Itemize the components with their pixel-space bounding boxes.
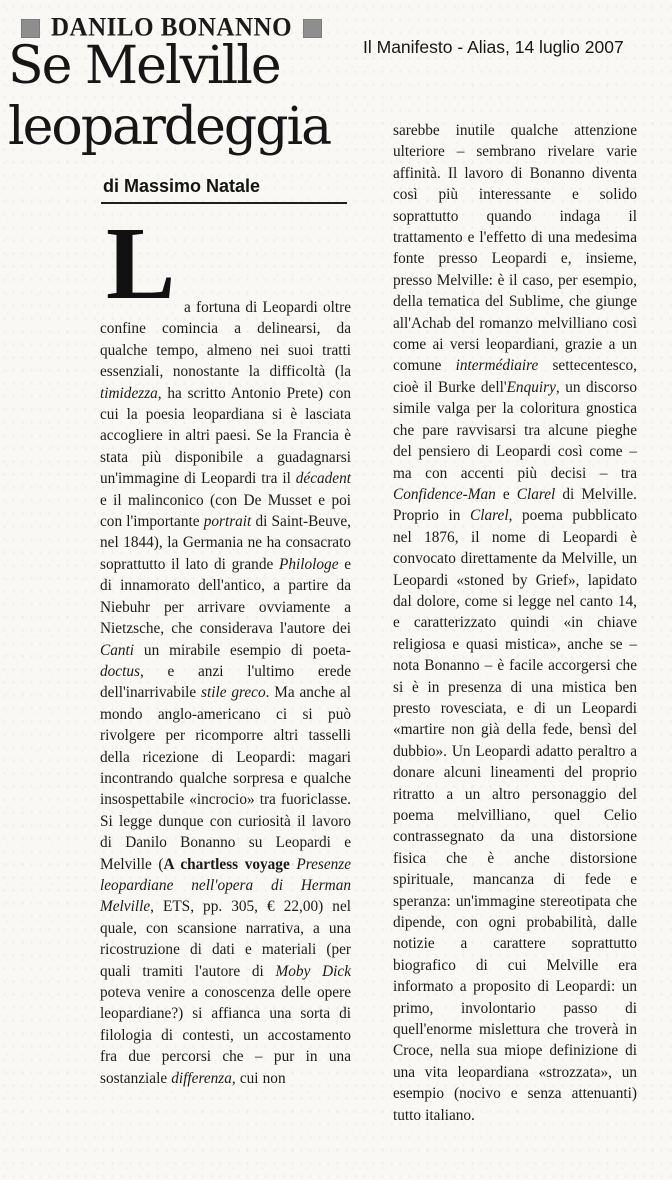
text-run: di Melville. Proprio in [393, 485, 637, 525]
text-run: A chartless voyage [163, 855, 290, 873]
text-run: poteva venire a conoscenza delle opere leopardiane?) si affianca una sorta di filologia di contesti, un accostamento fra due percorsi che – pur in una sostanziale [100, 984, 351, 1087]
text-run: stile greco [201, 684, 266, 702]
text-run: di Saint-Beuve, nel 1844), la Germania ne ha consacrato soprattutto il lato di grande [100, 513, 351, 573]
article-title-line2: leopardeggia [8, 97, 331, 157]
text-run: a fortuna di Leopardi oltre confine comincia a delinearsi, da qualche tempo, almeno nei suoi tratti essenziali, nonostante la difficoltà (la [100, 299, 351, 381]
text-run: differenza [171, 1069, 232, 1087]
text-run: intermédiaire [455, 357, 539, 375]
text-run: , cui non [231, 1069, 286, 1087]
text-run: e il malinconico (con De Musset e poi con l'importante [100, 491, 351, 531]
article-title [8, 36, 330, 158]
text-run: Clarel [470, 507, 509, 525]
kicker-square-icon [303, 19, 322, 38]
text-run: Confidence-Man [393, 485, 496, 503]
text-run: timidezza [100, 384, 158, 402]
text-run: Presenze leopardiane nell'opera di Herman Melville [100, 855, 351, 916]
article-title-line1: Se Melville [8, 36, 280, 96]
text-run: . Ma anche al mondo anglo-americano ci si può rivolgere per ricomporre altri tasselli della ricezione di Leopardi: magari incontrando qualche sorpresa e qualche insospettabile «incrocio» tra fuoriclasse. Si legge dunque con curiosità il lavoro di Danilo Bonanno su Leopardi e Melville ( [100, 684, 352, 873]
text-run: sarebbe inutile qualche attenzione ulteriore – sembrano rivelare varie affinità. Il lavoro di Bonanno diventa così più interessante e solido soprattutto quando indaga il trattamento e l'effetto di una medesima fonte presso Leopardi e, insieme, presso Melville: è il caso, per esempio, della tematica del Sublime, che giunge all'Achab del romanzo melvilliano così come ai versi leopardiani, grazie a un comune [393, 122, 637, 375]
kicker-square-icon [21, 19, 40, 38]
kicker: DANILO BONANNO [51, 13, 293, 42]
text-run: Canti [100, 641, 134, 659]
text-run: e di innamorato dell'antico, a partire da Niebuhr per arrivare ovviamente a Nietzsche, che considerava l'autore dei [100, 555, 351, 638]
text-run: , un discorso simile valga per la coloritura gnostica che pare ravvisarsi tra alcune pieghe del pensiero di Leopardi così come – ma con accenti più decisi – tra [393, 378, 637, 482]
article-column-right [393, 120, 637, 1176]
text-run: settecentesco, cioè il Burke dell' [393, 357, 637, 396]
text-run: doctus [100, 662, 140, 680]
text-run: Clarel [516, 485, 556, 503]
text-run: Enquiry [506, 378, 556, 396]
text-run: , ha scritto Antonio Prete) con cui la poesia leopardiana si è lasciata accogliere in altri paesi. Se la Francia è stata più disponibile a guadagnarsi un'immagine di Leopardi tra il [100, 384, 351, 488]
text-run: Philologe [279, 555, 339, 573]
byline-divider [101, 202, 347, 204]
drop-cap: L [106, 206, 176, 321]
text-run: , ETS, pp. 305, € 22,00) nel quale, con scansione narrativa, a una ricostruzione di dati e materiali (per quali tramiti l'autore di [100, 898, 351, 980]
text-run: un mirabile esempio di poeta- [134, 641, 351, 659]
drop-cap-spacer [100, 297, 184, 317]
text-run: , e anzi l'ultimo erede dell'inarrivabile [100, 662, 351, 702]
text-run: , poema pubblicato nel 1876, il nome di Leopardi è convocato direttamente da Melville, un Leopardi «stoned by Grief», lapidato dal dolore, come si legge nel canto 14, e caratterizzato quindi «in chiave religiosa e quasi mistica», anche se – nota Bonanno – è facile accorgersi che si è in presenza di una mistica ben presto rovesciata, e di un Leopardi «martire non già della fede, bensì del dubbio». Un Leopardi adatto peraltro a donare alcuni lineamenti del proprio ritratto a un altro personaggio del poema melvilliano, quel Celio contrassegnato da una distorsione fisica che è anche distorsione spirituale, mancanza di fede e speranza: un'immagine stereotipata che dipende, con ogni probabilità, dalle notizie a carattere soprattutto biografico di cui Melville era informato a proposito di Leopardi: un primo, involontario passo di quell'enorme mislettura che troverà in Croce, nella sua miope definizione di una vita leopardiana «strozzata», un esempio (nocivo e senza attenuanti) tutto italiano. [393, 507, 637, 1124]
publication-date: Il Manifesto - Alias, 14 luglio 2007 [363, 37, 624, 57]
byline: di Massimo Natale [103, 176, 261, 196]
text-run: Moby Dick [275, 962, 351, 980]
text-run: e [495, 485, 517, 503]
text-run: décadent [295, 470, 351, 488]
article-column-left [100, 297, 351, 1177]
text-run: portrait [203, 513, 252, 531]
